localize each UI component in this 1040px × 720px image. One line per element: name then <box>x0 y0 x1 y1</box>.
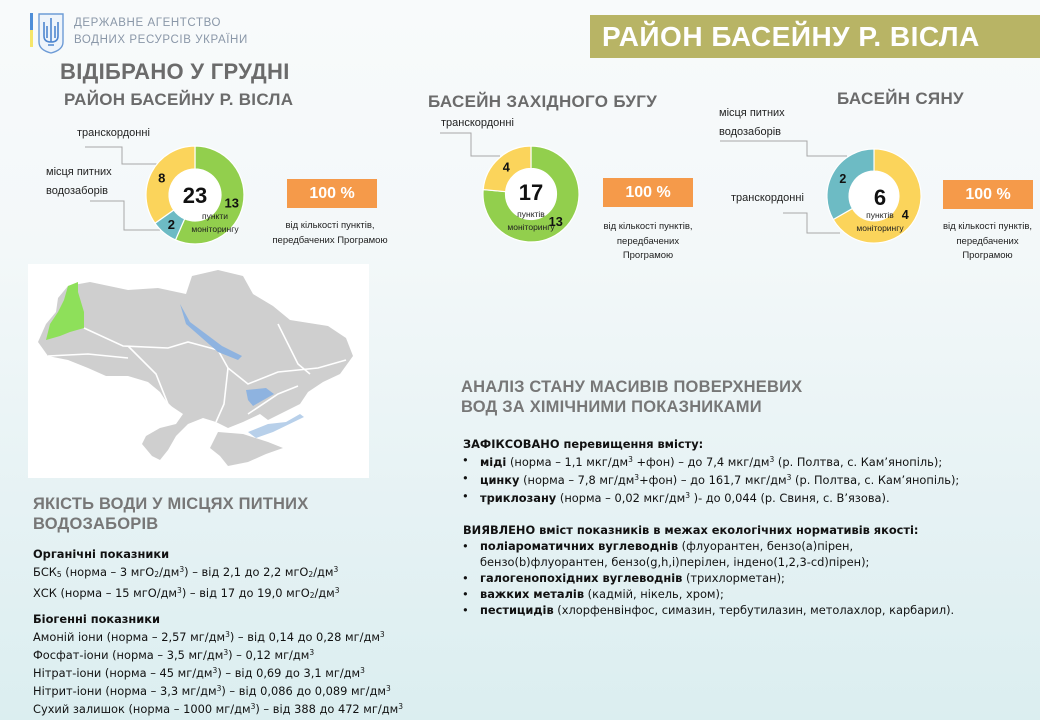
item-text: (норма – 0,02 мкг/дм <box>556 491 686 505</box>
percent-badge: 100 % <box>603 178 693 207</box>
within-heading <box>463 522 954 538</box>
superscript: 3 <box>628 455 633 464</box>
superscript: 3 <box>223 648 229 657</box>
superscript: 3 <box>216 684 222 693</box>
bsk-text: ) – від 2,1 до 2,2 мгО <box>184 565 309 579</box>
chart-title-western-bug: БАСЕЙН ЗАХІДНОГО БУГУ <box>428 92 658 111</box>
biogenic-row <box>33 663 403 681</box>
list-item <box>460 538 954 570</box>
superscript: 3 <box>250 702 256 711</box>
total-value: 17 <box>518 180 544 205</box>
superscript: 3 <box>334 586 340 595</box>
total-value: 23 <box>182 183 208 208</box>
percent-note-line-2: передбачених Програмою <box>272 234 388 246</box>
substance: пестицидів <box>480 603 554 617</box>
row-text: ) – від 0,086 до 0,089 мг/дм <box>221 684 386 698</box>
center-label-line-1: пункти <box>201 211 228 221</box>
xsk-text: /дм <box>314 586 335 600</box>
list-item <box>460 470 959 488</box>
row-text: Нітрит-іони (норма – 3,3 мг/дм <box>33 684 217 698</box>
superscript: 3 <box>225 630 230 639</box>
percent-note-line-3: Програмою <box>962 250 1013 261</box>
chart-title-san: БАСЕЙН СЯНУ <box>837 89 964 108</box>
superscript: 3 <box>179 565 185 574</box>
percent-note-line-1: від кількості пунктів, <box>285 220 375 231</box>
crimea <box>210 432 283 466</box>
item-text: (норма – 7,8 мг/дм <box>519 473 635 487</box>
percent-note-line-3: Програмою <box>622 250 674 261</box>
superscript: 3 <box>786 473 792 482</box>
substance: міді <box>480 455 507 469</box>
segment-value-label: 4 <box>901 207 909 222</box>
percent-note <box>583 220 713 264</box>
row-text: ) – від 0,14 до 0,28 мг/дм <box>229 630 380 644</box>
label-drinking-line-1: місця питних <box>46 166 112 178</box>
subscript: 2 <box>308 570 314 579</box>
percent-note <box>260 219 400 248</box>
water-quality-title <box>33 494 308 534</box>
substance: важких металів <box>480 587 585 601</box>
biogenic-heading <box>33 611 403 627</box>
center-label <box>845 209 915 235</box>
center-label <box>501 208 561 234</box>
superscript: 3 <box>177 586 182 595</box>
superscript: 3 <box>360 666 365 675</box>
segment-value-label: 2 <box>839 171 847 186</box>
superscript: 3 <box>309 648 315 657</box>
percent-note-line-1: від кількості пунктів, <box>603 221 693 232</box>
bsk-text: /дм <box>313 565 334 579</box>
analysis-title-line-1: АНАЛІЗ СТАНУ МАСИВІВ ПОВЕРХНЕВИХ <box>461 378 803 396</box>
row-text: ) – від 0,69 до 3,1 мг/дм <box>217 666 361 680</box>
label-drinking-line-1: місця питних <box>719 107 785 119</box>
segment-value-label: 4 <box>502 159 510 175</box>
item-text: +фон) – до 161,7 мкг/дм <box>639 473 787 487</box>
organic-heading-text: Органічні показники <box>33 547 170 561</box>
label-transborder: транскордонні <box>441 117 514 129</box>
superscript: 3 <box>398 702 403 711</box>
bsk-text: (норма – 3 мгО <box>61 565 155 579</box>
xsk-row <box>33 583 340 604</box>
item-text: бензо(b)флуорантен, бензо(g,h,i)перілен, індено(1,2,3-cd)пірен); <box>480 555 870 569</box>
item-text: (трихлорметан); <box>682 571 785 585</box>
analysis-title <box>461 377 802 417</box>
list-item <box>460 488 959 506</box>
exceed-heading <box>463 436 959 452</box>
row-text: ) – від 388 до 472 мг/дм <box>255 702 399 716</box>
ukraine-territory <box>38 270 353 460</box>
percent-badge: 100 % <box>287 179 377 208</box>
segment-value-label: 2 <box>167 217 175 233</box>
label-transborder: транскордонні <box>77 127 150 139</box>
substance: цинку <box>480 473 520 487</box>
organic-indicators <box>33 546 340 604</box>
biogenic-heading-text: Біогенні показники <box>33 612 160 626</box>
substance: поліароматичних вуглеводнів <box>480 539 679 553</box>
center-label-line-2: моніторингу <box>507 222 555 232</box>
percent-badge: 100 % <box>943 180 1033 209</box>
ukraine-flag-stripe <box>30 13 33 47</box>
row-text: Амоній іони (норма – 2,57 мг/дм <box>33 630 226 644</box>
exceed-list <box>460 452 959 506</box>
substance: галогенопохідних вуглеводнів <box>480 571 683 585</box>
water-quality-title-line-1: ЯКІСТЬ ВОДИ У МІСЦЯХ ПИТНИХ <box>33 495 309 513</box>
within-norms <box>463 522 954 618</box>
label-drinking-line-2: водозаборів <box>719 126 781 138</box>
biogenic-row <box>33 645 403 663</box>
center-label <box>185 210 245 236</box>
map-svg <box>28 264 369 478</box>
exceedances <box>463 436 959 506</box>
region-banner: РАЙОН БАСЕЙНУ Р. ВІСЛА <box>590 15 1040 58</box>
label-transborder: транскордонні <box>731 192 804 204</box>
chart-title-vistula: РАЙОН БАСЕЙНУ Р. ВІСЛА <box>64 90 294 109</box>
item-text: +фон) – до 7,4 мкг/дм <box>632 455 770 469</box>
label-drinking-line-2: водозаборів <box>46 185 108 197</box>
ukraine-basin-map <box>28 264 369 478</box>
biogenic-row <box>33 699 403 717</box>
superscript: 3 <box>379 630 385 639</box>
xsk-text: ХСК (норма – 15 мгО/дм <box>33 586 178 600</box>
label-drinking-water <box>719 104 785 142</box>
percent-note-line-1: від кількості пунктів, <box>942 221 1033 232</box>
percent-note-line-2: передбачених <box>616 235 680 247</box>
agency-name <box>74 15 248 49</box>
percent-note <box>935 220 1040 264</box>
item-text: (кадмій, нікель, хром); <box>584 587 724 601</box>
biogenic-indicators <box>33 611 403 717</box>
bsk-subscript: 5 <box>56 570 62 579</box>
within-heading-text: ВИЯВЛЕНО вміст показників в межах екологічних нормативів якості: <box>463 523 919 537</box>
subscript: 2 <box>309 591 315 600</box>
biogenic-row <box>33 681 403 699</box>
superscript: 3 <box>385 684 391 693</box>
center-label-line-1: пунктів <box>517 209 545 219</box>
bsk-row <box>33 562 340 583</box>
exceed-heading-text: ЗАФІКСОВАНО перевищення вмісту: <box>463 437 704 451</box>
analysis-title-line-2: ВОД ЗА ХІМІЧНИМИ ПОКАЗНИКАМИ <box>461 398 762 416</box>
within-list <box>460 538 954 618</box>
row-text: Фосфат-іони (норма – 3,5 мг/дм <box>33 648 224 662</box>
label-drinking-water <box>46 163 112 201</box>
center-label-line-2: моніторингу <box>191 224 239 234</box>
item-text: (р. Полтва, с. Кам’янопіль); <box>774 455 943 469</box>
segment-value-label: 13 <box>548 214 563 230</box>
row-text: Нітрат-іони (норма – 45 мг/дм <box>33 666 213 680</box>
percent-note-line-2: передбачених <box>956 235 1019 247</box>
row-text: Сухий залишок (норма – 1000 мг/дм <box>33 702 251 716</box>
segment-value-label: 8 <box>158 170 166 186</box>
item-text: )- до 0,044 (р. Свиня, с. В’язова). <box>690 491 890 505</box>
bsk-text: БСК <box>33 565 57 579</box>
total-value: 6 <box>873 185 887 210</box>
row-text: ) – 0,12 мг/дм <box>228 648 310 662</box>
agency-line-2: ВОДНИХ РЕСУРСІВ УКРАЇНИ <box>74 34 248 46</box>
item-text: (норма – 1,1 мкг/дм <box>506 455 629 469</box>
superscript: 3 <box>769 455 775 464</box>
superscript: 3 <box>333 565 339 574</box>
superscript: 3 <box>212 666 218 675</box>
subscript: 2 <box>154 570 160 579</box>
trident-crest-icon <box>37 12 65 54</box>
organic-heading <box>33 546 340 562</box>
segment-value-label: 13 <box>224 195 239 211</box>
item-text: (хлорфенвінфос, симазин, тербутилазин, метолахлор, карбарил). <box>553 603 955 617</box>
agency-line-1: ДЕРЖАВНЕ АГЕНТСТВО <box>74 17 222 29</box>
item-text: (р. Полтва, с. Кам’янопіль); <box>791 473 960 487</box>
list-item <box>460 570 954 586</box>
superscript: 3 <box>634 473 640 482</box>
bsk-text: /дм <box>159 565 180 579</box>
item-text: (флуорантен, бензо(а)пірен, <box>678 539 854 553</box>
list-item <box>460 452 959 470</box>
list-item <box>460 602 954 618</box>
biogenic-row <box>33 627 403 645</box>
water-quality-title-line-2: ВОДОЗАБОРІВ <box>33 515 159 533</box>
headline: ВІДІБРАНО У ГРУДНІ <box>60 59 290 84</box>
list-item <box>460 586 954 602</box>
xsk-text: ) – від 17 до 19,0 мгО <box>181 586 310 600</box>
superscript: 3 <box>685 491 690 500</box>
center-label-line-1: пунктів <box>866 210 894 220</box>
substance: триклозану <box>480 491 557 505</box>
center-label-line-2: моніторингу <box>856 223 904 233</box>
